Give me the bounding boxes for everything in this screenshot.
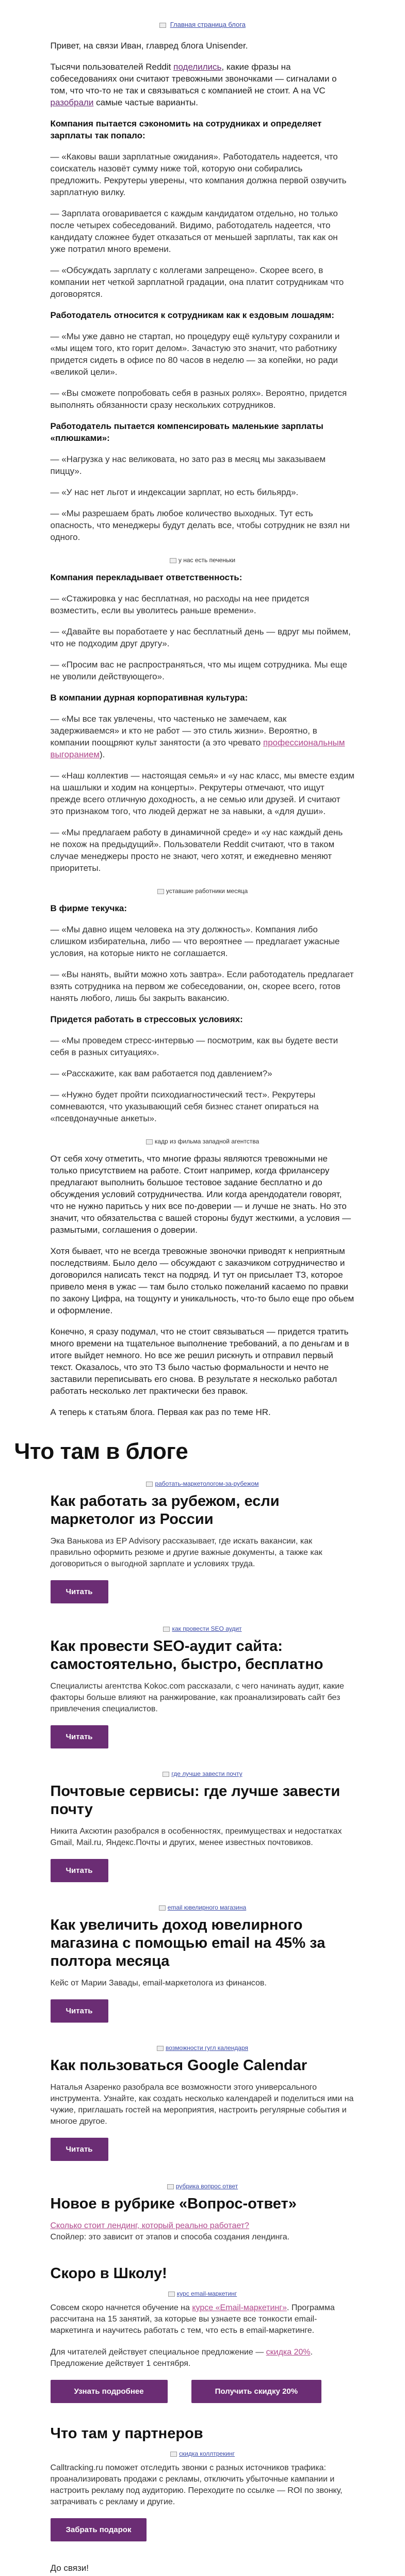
intro-section <box>51 28 355 1418</box>
greeting: Привет, на связи Иван, главред блога Unisender. <box>50 41 248 51</box>
text-part: Совсем скоро начнется обучение на <box>50 2303 192 2312</box>
quote: — «Каковы ваши зарплатные ожидания». Работодатель надеется, что соискатель назовёт сумму ниже той, которую они собирались предложить. Рекрутеры уверены, что компания должна первой озвучить зарплатную вилку. <box>50 152 347 197</box>
quote: — «Мы давно ищем человека на эту должность». Компания либо слишком избирательна, либо — что вероятнее — предлагает ужасные условия, на которые никто не соглашается. <box>50 925 340 958</box>
quote: — «Мы уже давно не стартап, но процедуру ещё культуру сохранили и «мы ищем того, кто горит делом». Зачастую это значит, что работнику придется сидеть в офисе по 80 часов в неделю — за копейки, но ради «великой цели». <box>50 331 340 377</box>
broken-image-icon <box>170 2452 177 2457</box>
closing-paragraph: От себя хочу отметить, что многие фразы являются тревожными не только присутствием на работе. Стоит например, когда фрилансеру предлагают выполнить большое тестовое задание бесплатно и до обсуждения условий сотрудничества. Или когда арендодатели говорят, что не нужно паритьсь у них все по-доверии — и лучше не знать. Но это значит, что обязательства с вашей стороны будут жесткими, а условия — размытыми, соглашения о доверии. <box>50 1154 351 1235</box>
text-part: самые частые варианты. <box>93 98 198 107</box>
partners-section <box>51 2425 355 2541</box>
read-button[interactable]: Читать <box>51 1580 108 1603</box>
blog-post <box>51 1480 355 1603</box>
image-alt: уставшие работники месяца <box>166 887 248 895</box>
quote: — «Давайте вы поработаете у нас бесплатный день — вдруг мы поймем, что не подходим друг другу». <box>50 627 351 648</box>
learn-more-button[interactable]: Узнать подробнее <box>51 2380 168 2403</box>
broken-image-icon <box>157 2046 164 2051</box>
image-cookies <box>51 552 355 571</box>
closing-paragraph: Конечно, я сразу подумал, что не стоит связываться — придется тратить много времени на тщательное выполнение требований, а по деньгам и в итоге выйдет немного. Но все же решил рискнуть и отправил первый текст. Оказалось, что это ТЗ было частью формальности и нечто не заставили переписывать его снова. В результате я несколько работал работать несколько лет практически без правок. <box>50 1327 349 1396</box>
closing-paragraph: А теперь к статьям блога. Первая как раз по теме HR. <box>50 1407 271 1417</box>
logo-link[interactable]: Главная страница блога <box>170 21 246 28</box>
blog-post <box>51 1770 355 1882</box>
discount-link[interactable]: скидка 20% <box>266 2348 311 2357</box>
text-part: Тысячи пользователей Reddit <box>50 62 174 72</box>
quote: — «Мы разрешаем брать любое количество выходных. Тут есть опасность, что менеджеры будут делать все, чтобы сотрудник не взял ни одного. <box>50 508 350 542</box>
post-excerpt: Кейс от Марии Завады, email-маркетолога из финансов. <box>50 1979 267 1987</box>
image-tired-workers <box>51 883 355 902</box>
post-excerpt: Эка Ванькова из EP Advisory рассказывает, где искать вакансии, как правильно оформить резюме и другие важные документы, а также как договориться о выгодной зарплате и условиях труда. <box>50 1537 322 1568</box>
partners-title: Что там у партнеров <box>50 2425 203 2442</box>
email-body <box>14 0 355 2576</box>
broken-image-icon <box>157 889 164 894</box>
read-button[interactable]: Читать <box>51 1859 108 1882</box>
broken-image-icon <box>163 1772 169 1777</box>
text-part: . Программа рассчитана на 15 занятий, за которые вы узнаете все тонкости email-маркетинга и научитесь работать с тем, что есть в email-маркетинге. <box>50 2303 335 2335</box>
school-title: Скоро в Школу! <box>50 2265 167 2282</box>
blog-post <box>51 1625 355 1748</box>
image-alt: у нас есть печеньки <box>178 556 236 564</box>
intro-paragraph <box>51 61 355 108</box>
heading-stress: Придется работать в стрессовых условиях: <box>50 1014 243 1024</box>
qa-text <box>51 2220 355 2243</box>
burnout-link[interactable]: профессиональным выгоранием <box>50 738 345 759</box>
post-title[interactable]: Как работать за рубежом, если маркетолог из России <box>50 1493 280 1528</box>
image-film-frame <box>51 1134 355 1153</box>
school-section <box>51 2265 355 2403</box>
heading-turnover: В фирме текучка: <box>50 903 127 913</box>
quote: — «Мы проведем стресс-интервью — посмотрим, как вы будете вести себя в разных ситуациях». <box>50 1036 338 1057</box>
quote: — «Расскажите, как вам работается под давлением?» <box>50 1069 272 1078</box>
broken-image-icon <box>167 2184 174 2189</box>
read-button[interactable]: Читать <box>51 2138 108 2161</box>
broken-image-icon <box>163 1627 170 1632</box>
post-image-link[interactable]: email ювелирного магазина <box>51 1904 355 1911</box>
post-image-link[interactable]: работать-маркетологом-за-рубежом <box>51 1480 355 1487</box>
quote: — «Мы предлагаем работу в динамичной среде» и «у нас каждый день не похож на предыдущий». Пользователи Reddit считают, что в таком случае менеджеры просто не знают, чего хотят, и ежедневно меняют приоритеты. <box>50 828 343 873</box>
text-part: — «Мы все так увлечены, что частенько не замечаем, как задерживаемся» и кто не работ — это стиль жизни». Вероятно, в компании поощряют культ занятости (а это чревато <box>50 714 317 748</box>
reddit-link[interactable]: поделились <box>173 62 222 72</box>
closing-paragraph: Хотя бывает, что не всегда тревожные звоночки приводят к неприятным последствиям. Было дело — обсуждают с заказчиком сотрудничество и договорился написать текст на подряд. И тут он присылает ТЗ, которое привело меня в ужас — там было столько пожеланий касаемо по правки по закону Цифра, на тощунту и уникальность, что-то было еще про обьем и оформление. <box>50 1246 354 1315</box>
post-image-link[interactable]: как провести SEO аудит <box>51 1625 355 1632</box>
post-image-link[interactable]: возможности гугл календаря <box>51 2044 355 2052</box>
qa-image-link[interactable]: рубрика вопрос ответ <box>51 2183 355 2190</box>
school-offer <box>51 2347 355 2370</box>
quote: — «Наш коллектив — настоящая семья» и «у нас класс, мы вместе ездим на шашлыки и ходим на концерты». Рекрутеры отмечают, что ищут прежде всего отличную доходность, а не семью или друзей. И считают это признаком того, что людей держат не за навыки, а «для души». <box>50 771 354 816</box>
text-part: ). <box>99 750 105 759</box>
quote: — «Обсуждать зарплату с коллегами запрещено». Скорее всего, в компании нет четкой зарплатной градации, она платит сотрудникам что договорятся. <box>50 265 344 299</box>
quote: — «Нагрузка у нас великовата, но зато раз в месяц мы заказываем пиццу». <box>50 454 326 476</box>
broken-image-icon <box>159 1905 166 1911</box>
quote: — «Нужно будет пройти психодиагностический тест». Рекрутеры сомневаются, что указывающий себя бизнес станет опираться на «псевдонаучные анкеты». <box>50 1090 319 1123</box>
get-discount-button[interactable]: Получить скидку 20% <box>191 2380 322 2403</box>
broken-image-icon <box>146 1139 153 1144</box>
post-title[interactable]: Как провести SEO-аудит сайта: самостоятельно, быстро, бесплатно <box>50 1638 323 1673</box>
heading-overtime: Работодатель относится к сотрудникам как к ездовым лошадям: <box>50 310 334 320</box>
quote: — Зарплата оговаривается с каждым кандидатом отдельно, но только после четырех собеседований. Видимо, работодатель надеется, что кандидату сложнее будет отказаться от меньшей зарплаты, так как он уже потратил много времени. <box>50 209 338 254</box>
post-title[interactable]: Как пользоваться Google Calendar <box>50 2057 307 2074</box>
partner-image-link[interactable]: скидка коллтрекинг <box>51 2450 355 2457</box>
qa-spoiler: Спойлер: это зависит от этапов и способа создания лендинга. <box>50 2233 290 2241</box>
text-part: Для читателей действует специальное предложение — <box>50 2348 266 2357</box>
school-text <box>51 2302 355 2336</box>
read-button[interactable]: Читать <box>51 1725 108 1748</box>
quote: — «У нас нет льгот и индексации зарплат, но есть бильярд». <box>50 487 299 497</box>
broken-image-icon <box>170 558 176 563</box>
vc-link[interactable]: разобрали <box>50 98 94 107</box>
post-image-link[interactable]: где лучше завести почту <box>51 1770 355 1777</box>
broken-image-icon <box>159 23 166 28</box>
quote: — «Вы сможете попробовать себя в разных ролях». Вероятно, придется выполнять обязанности сразу нескольких сотрудников. <box>50 388 347 410</box>
text-part: . Предложение действует 1 сентября. <box>50 2348 313 2368</box>
qa-section <box>51 2183 355 2243</box>
heading-salary: Компания пытается сэкономить на сотрудниках и определяет зарплаты так попало: <box>50 119 322 140</box>
post-title[interactable]: Почтовые сервисы: где лучше завести почту <box>50 1783 341 1818</box>
header-logo-link[interactable] <box>51 0 355 28</box>
partners-text: Calltracking.ru поможет отследить звонки с разных источников трафика: проанализировать продажи с рекламы, отключить убыточные кампании и настроить рекламу под аудиторию. Переходите по ссылке — ROI по звонку, затрачивать с рекламу и другие. <box>50 2463 343 2506</box>
school-buttons <box>51 2380 355 2403</box>
get-gift-button[interactable]: Забрать подарок <box>51 2518 147 2541</box>
post-excerpt: Специалисты агентства Kokoc.com рассказали, с чего начинать аудит, какие факторы больше влияют на ранжирование, как проанализировать сайт без привлечения специалистов. <box>50 1682 344 1713</box>
qa-title: Новое в рубрике «Вопрос-ответ» <box>50 2196 297 2212</box>
post-excerpt: Наталья Азаренко разобрала все возможности этого универсального инструмента. Узнайте, как создать несколько календарей и поделиться ими на чужие, приглашать гостей на мероприятия, настроить регулярные события и многое другое. <box>50 2083 354 2126</box>
read-button[interactable]: Читать <box>51 1999 108 2023</box>
post-title[interactable]: Как увеличить доход ювелирного магазина с помощью email на 45% за полтора месяца <box>50 1917 326 1969</box>
quote: — «Стажировка у нас бесплатная, но расходы на нее придется возместить, если вы уволитесь раньше времени». <box>50 594 310 615</box>
heading-shift: Компания перекладывает ответственность: <box>50 573 242 582</box>
school-image-link[interactable]: курс email-маркетинг <box>51 2290 355 2297</box>
blog-post <box>51 1904 355 2023</box>
image-alt: кадр из фильма западной агентства <box>154 1138 260 1145</box>
heading-toxic: В компании дурная корпоративная культура: <box>50 693 248 703</box>
post-excerpt: Никита Аксютин разобрался в особенностях, преимуществах и недостатках Gmail, Mail.ru, Яндекс.Почты и других, менее известных почтовиков. <box>50 1827 342 1847</box>
quote <box>51 713 355 760</box>
quote: — «Вы нанять, выйти можно хоть завтра». Если работодатель предлагает взять сотрудника на первом же собеседовании, он, скорее всего, готов нанять любого, лишь бы закрыть вакансию. <box>50 969 354 1003</box>
qa-link[interactable]: Сколько стоит лендинг, который реально работает? <box>50 2221 249 2230</box>
broken-image-icon <box>146 1482 153 1487</box>
blog-section-title: Что там в блоге <box>14 1439 188 1464</box>
blog-post <box>51 2044 355 2161</box>
quote: — «Просим вас не распространяться, что мы ищем сотрудника. Мы еще не уволили действующего». <box>50 660 347 681</box>
course-link[interactable]: курсе «Email-маркетинг» <box>192 2303 287 2312</box>
heading-compensate: Работодатель пытается компенсировать маленькие зарплаты «плюшками»: <box>50 421 323 443</box>
farewell: До связи! <box>50 2563 89 2573</box>
text-part: , какие фразы на собеседованиях они считают тревожными звоночками — сигналами о том, что что-то не так и связываться с компанией не стоит. А на VC <box>50 62 337 96</box>
broken-image-icon <box>168 2292 175 2297</box>
